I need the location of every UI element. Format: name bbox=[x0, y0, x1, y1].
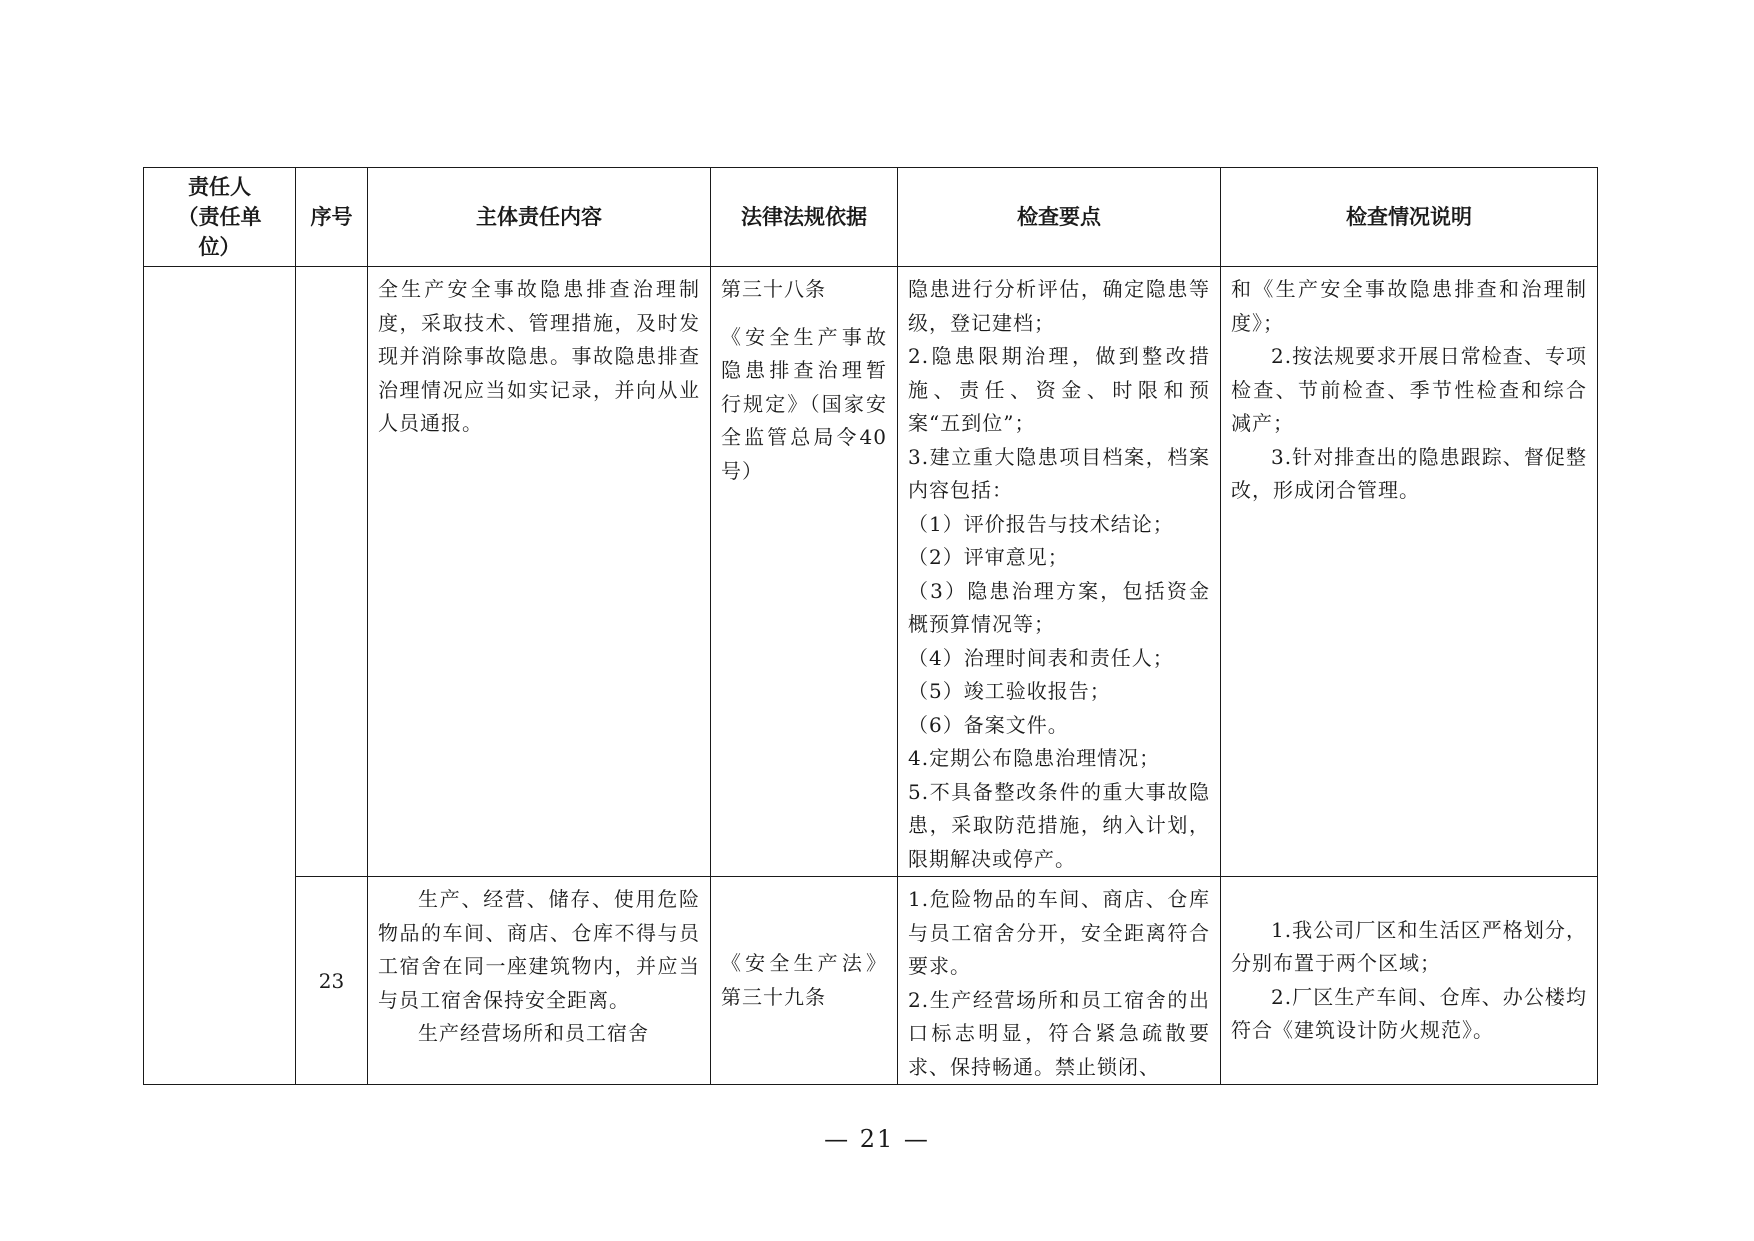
header-main-responsibility: 主体责任内容 bbox=[368, 168, 711, 267]
responsibility-table bbox=[143, 167, 1598, 1085]
basis-line: 《安全生产事故隐患排查治理暂行规定》（国家安全监管总局令40号） bbox=[721, 324, 887, 483]
content-paragraph: 生产、经营、储存、使用危险物品的车间、商店、仓库不得与员工宿舍在同一座建筑物内，并应当与员工宿舍保持安全距离。 bbox=[378, 887, 700, 1012]
checkpoint-item: （2）评审意见； bbox=[908, 545, 1069, 569]
header-inspection-points: 检查要点 bbox=[898, 168, 1221, 267]
header-legal-basis: 法律法规依据 bbox=[711, 168, 898, 267]
notes-cell bbox=[1221, 877, 1598, 1085]
checkpoint-item: （6）备案文件。 bbox=[908, 712, 1069, 737]
checkpoint-item: 2.隐患限期治理，做到整改措施、责任、资金、时限和预案“五到位”； bbox=[908, 344, 1210, 435]
note-item: 和《生产安全事故隐患排查和治理制度》； bbox=[1231, 277, 1587, 335]
serial-number bbox=[296, 267, 367, 273]
checkpoint-item: 5.不具备整改条件的重大事故隐患，采取防范措施，纳入计划，限期解决或停产。 bbox=[908, 779, 1210, 871]
header-serial-number: 序号 bbox=[296, 168, 368, 267]
checkpoint-item: 2.生产经营场所和员工宿舍的出口标志明显，符合紧急疏散要求、保持畅通。禁止锁闭、 bbox=[908, 987, 1210, 1079]
table-row bbox=[144, 877, 1598, 1085]
basis-line: 第三十八条 bbox=[721, 277, 826, 301]
serial-number-cell bbox=[296, 877, 368, 1085]
checkpoints-cell bbox=[898, 267, 1221, 877]
serial-number: 23 bbox=[318, 968, 345, 993]
basis-line: 《安全生产法》第三十九条 bbox=[721, 951, 887, 1009]
page-number: — 21 — bbox=[824, 1125, 930, 1153]
header-inspection-notes: 检查情况说明 bbox=[1221, 168, 1598, 267]
checkpoint-item: （5）竣工验收报告； bbox=[908, 679, 1111, 703]
note-item: 2.按法规要求开展日常检查、专项检查、节前检查、季节性检查和综合减产； bbox=[1231, 344, 1587, 435]
checkpoint-item: 4.定期公布隐患治理情况； bbox=[908, 746, 1161, 770]
notes-cell bbox=[1221, 267, 1598, 877]
checkpoint-item: （4）治理时间表和责任人； bbox=[908, 645, 1174, 670]
checkpoint-item: 1.危险物品的车间、商店、仓库与员工宿舍分开，安全距离符合要求。 bbox=[908, 887, 1210, 978]
content-cell bbox=[368, 877, 711, 1085]
table-header-row bbox=[144, 168, 1598, 267]
checkpoint-item: 隐患进行分析评估，确定隐患等级，登记建档； bbox=[908, 277, 1210, 335]
responsible-party-cell bbox=[144, 267, 296, 1085]
basis-cell bbox=[711, 267, 898, 877]
content-paragraph: 生产经营场所和员工宿舍 bbox=[418, 1021, 649, 1045]
content-paragraph: 全生产安全事故隐患排查治理制度，采取技术、管理措施，及时发现并消除事故隐患。事故隐患排查治理情况应当如实记录，并向从业人员通报。 bbox=[378, 277, 700, 435]
basis-cell bbox=[711, 877, 898, 1085]
header-responsible-party bbox=[144, 168, 296, 267]
checkpoint-item: （3）隐患治理方案，包括资金概预算情况等； bbox=[908, 578, 1210, 636]
checkpoints-cell bbox=[898, 877, 1221, 1085]
serial-number-cell bbox=[296, 267, 368, 877]
content-cell bbox=[368, 267, 711, 877]
checkpoint-item: 3.建立重大隐患项目档案，档案内容包括： bbox=[908, 444, 1210, 502]
checkpoint-item: （1）评价报告与技术结论； bbox=[908, 511, 1174, 536]
note-item: 2.厂区生产车间、仓库、办公楼均符合《建筑设计防火规范》。 bbox=[1231, 984, 1587, 1042]
table-row bbox=[144, 267, 1598, 877]
header-responsible-party-label: 责任人（责任单位） bbox=[177, 175, 262, 259]
note-item: 1.我公司厂区和生活区严格划分，分别布置于两个区域； bbox=[1231, 917, 1587, 975]
note-item: 3.针对排查出的隐患跟踪、督促整改，形成闭合管理。 bbox=[1231, 444, 1587, 502]
